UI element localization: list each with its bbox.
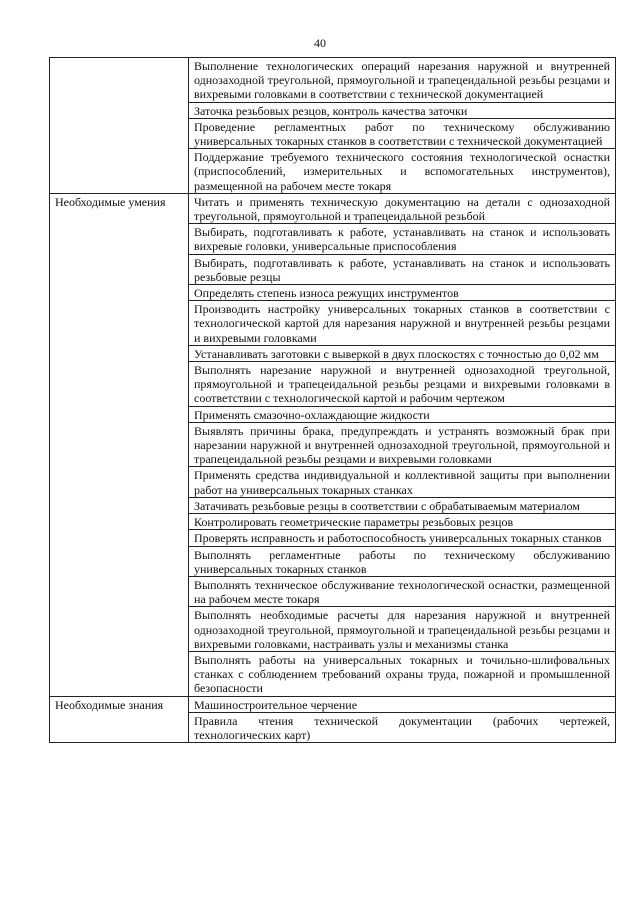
table-cell: Выбирать, подготавливать к работе, устанавливать на станок и использовать резьбовые резцы	[189, 254, 616, 284]
table-cell: Поддержание требуемого технического состояния технологической оснастки (приспособлений, измерительных и вспомогательных инструментов), размещенной на рабочем месте токаря	[189, 149, 616, 194]
table-cell: Контролировать геометрические параметры резьбовых резцов	[189, 514, 616, 530]
table-cell: Затачивать резьбовые резцы в соответствии с обрабатываемым материалом	[189, 497, 616, 513]
table-cell: Выявлять причины брака, предупреждать и устранять возможный брак при нарезании наружной и внутренней однозаходной треугольной, прямоугольной и трапецеидальной резьбы резцами и вихревыми головками	[189, 422, 616, 467]
table-cell: Проверять исправность и работоспособность универсальных токарных станков	[189, 530, 616, 546]
section-label-skills: Необходимые умения	[50, 193, 189, 696]
table-cell: Применять смазочно-охлаждающие жидкости	[189, 406, 616, 422]
page-number: 40	[314, 36, 326, 50]
table-cell: Выполнять необходимые расчеты для нарезания наружной и внутренней однозаходной треугольной, прямоугольной и трапецеидальной резьбы резцами и вихревыми головками, настраивать узлы и механизмы станка	[189, 607, 616, 652]
table-cell: Выполнять регламентные работы по техническому обслуживанию универсальных токарных станков	[189, 546, 616, 576]
section-label-knowledge: Необходимые знания	[50, 696, 189, 743]
table-cell: Машиностроительное черчение	[189, 696, 616, 712]
table-row	[50, 193, 616, 223]
table-row	[50, 696, 616, 712]
table-cell: Выполнять работы на универсальных токарных и точильно-шлифовальных станках с соблюдением требований охраны труда, пожарной и промышленной безопасности	[189, 651, 616, 696]
table-cell: Выполнять нарезание наружной и внутренней однозаходной треугольной, прямоугольной и трапецеидальной резьбы резцами и вихревыми головками в соответствии с технологической картой и рабочим чертежом	[189, 362, 616, 407]
table-cell: Определять степень износа режущих инструментов	[189, 285, 616, 301]
table-cell: Правила чтения технической документации (рабочих чертежей, технологических карт)	[189, 712, 616, 742]
requirements-table	[49, 57, 616, 743]
table-cell: Выполнять техническое обслуживание технологической оснастки, размещенной на рабочем месте токаря	[189, 576, 616, 606]
section-label	[50, 58, 189, 194]
table-cell: Производить настройку универсальных токарных станков в соответствии с технологической картой для нарезания наружной и внутренней резьбы резцами и вихревыми головками	[189, 301, 616, 346]
table-cell: Выбирать, подготавливать к работе, устанавливать на станок и использовать вихревые головки, универсальные приспособления	[189, 224, 616, 254]
table-cell: Читать и применять техническую документацию на детали с однозаходной треугольной, прямоугольной и трапецеидальной резьбой	[189, 193, 616, 223]
table-cell: Проведение регламентных работ по техническому обслуживанию универсальных токарных станков в соответствии с технической документацией	[189, 118, 616, 148]
table-cell: Выполнение технологических операций нарезания наружной и внутренней однозаходной треугольной, прямоугольной и трапецеидальной резьбы резцами и вихревыми головками в соответствии с технической документацией	[189, 58, 616, 103]
table-cell: Устанавливать заготовки с выверкой в двух плоскостях с точностью до 0,02 мм	[189, 345, 616, 361]
table-row	[50, 58, 616, 103]
table-cell: Применять средства индивидуальной и коллективной защиты при выполнении работ на универсальных токарных станках	[189, 467, 616, 497]
table-cell: Заточка резьбовых резцов, контроль качества заточки	[189, 102, 616, 118]
